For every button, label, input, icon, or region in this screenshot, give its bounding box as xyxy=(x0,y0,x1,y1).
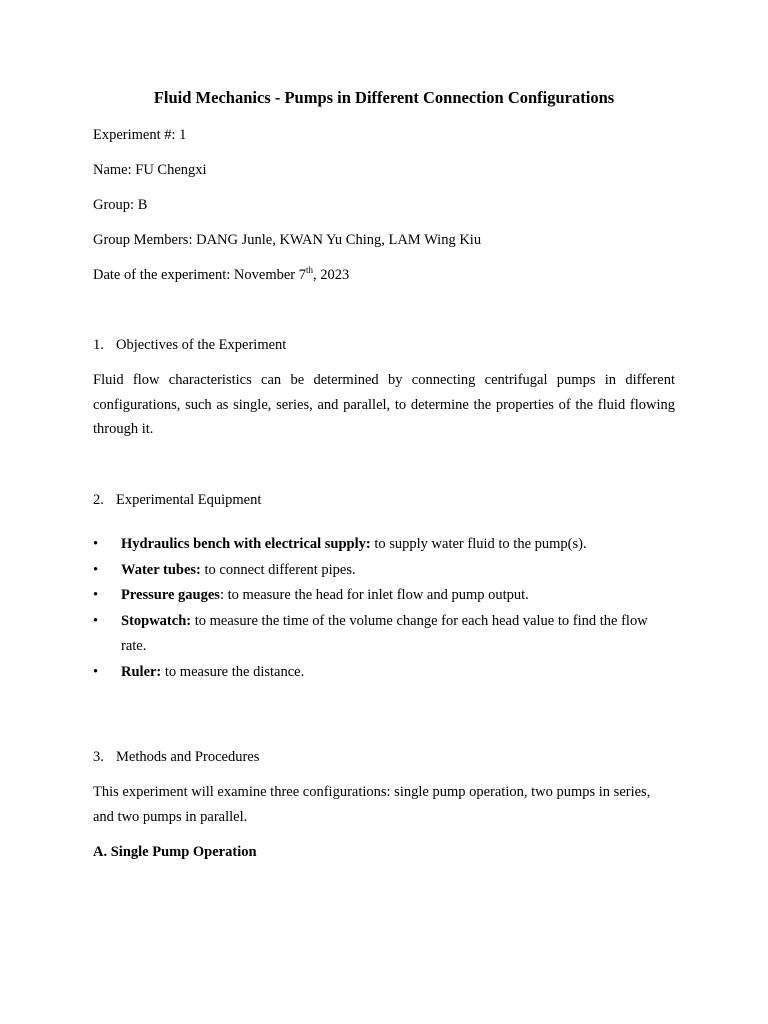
bullet-icon: • xyxy=(93,561,99,578)
item-text: to connect different pipes. xyxy=(200,561,356,578)
experiment-date xyxy=(93,265,349,285)
section-heading-methods xyxy=(93,747,259,767)
item-text: to measure the time of the volume change for each head value to find the flow rate. xyxy=(121,612,648,654)
list-item xyxy=(93,532,675,558)
item-term: Water tubes: xyxy=(121,561,201,578)
item-term: Stopwatch: xyxy=(121,612,192,629)
bullet-icon: • xyxy=(93,663,99,680)
list-item xyxy=(93,660,675,686)
bullet-icon: • xyxy=(93,536,99,552)
section-title: Experimental Equipment xyxy=(116,492,262,508)
student-name: Name: FU Chengxi xyxy=(93,162,207,178)
section-number: 1. xyxy=(93,337,104,353)
methods-paragraph: This experiment will examine three configurations: single pump operation, two pumps in series, and two pumps in parallel. xyxy=(93,784,651,825)
list-item xyxy=(93,558,675,584)
subsection-heading-single-pump: A. Single Pump Operation xyxy=(93,844,257,860)
section-number: 3. xyxy=(93,749,104,765)
document-title: Fluid Mechanics - Pumps in Different Connection Configurations xyxy=(153,88,615,107)
group-label: Group: B xyxy=(93,197,148,213)
item-term: Hydraulics bench with electrical supply: xyxy=(121,536,371,552)
date-prefix: Date of the experiment: November 7 xyxy=(93,267,306,283)
list-item xyxy=(93,609,675,660)
date-superscript: th xyxy=(306,265,314,276)
item-text: to measure the distance. xyxy=(161,663,305,680)
section-number: 2. xyxy=(93,492,104,508)
item-term: Ruler: xyxy=(121,663,162,680)
bullet-icon: • xyxy=(93,587,99,603)
item-text: : to measure the head for inlet flow and pump output. xyxy=(219,587,529,603)
section-heading-objectives xyxy=(93,335,286,355)
item-text: to supply water fluid to the pump(s). xyxy=(370,536,587,552)
bullet-icon: • xyxy=(93,612,99,629)
list-item xyxy=(93,583,675,609)
equipment-list xyxy=(93,532,675,685)
date-suffix: , 2023 xyxy=(313,267,350,283)
section-title: Objectives of the Experiment xyxy=(116,337,287,353)
section-title: Methods and Procedures xyxy=(116,749,260,765)
objectives-paragraph: Fluid flow characteristics can be determined by connecting centrifugal pumps in different configurations, such as single, series, and parallel, to determine the properties of the fluid flowing through it. xyxy=(93,372,675,437)
group-members: Group Members: DANG Junle, KWAN Yu Ching, LAM Wing Kiu xyxy=(93,232,482,248)
experiment-number: Experiment #: 1 xyxy=(93,127,187,143)
item-term: Pressure gauges xyxy=(121,587,220,603)
section-heading-equipment xyxy=(93,490,261,510)
